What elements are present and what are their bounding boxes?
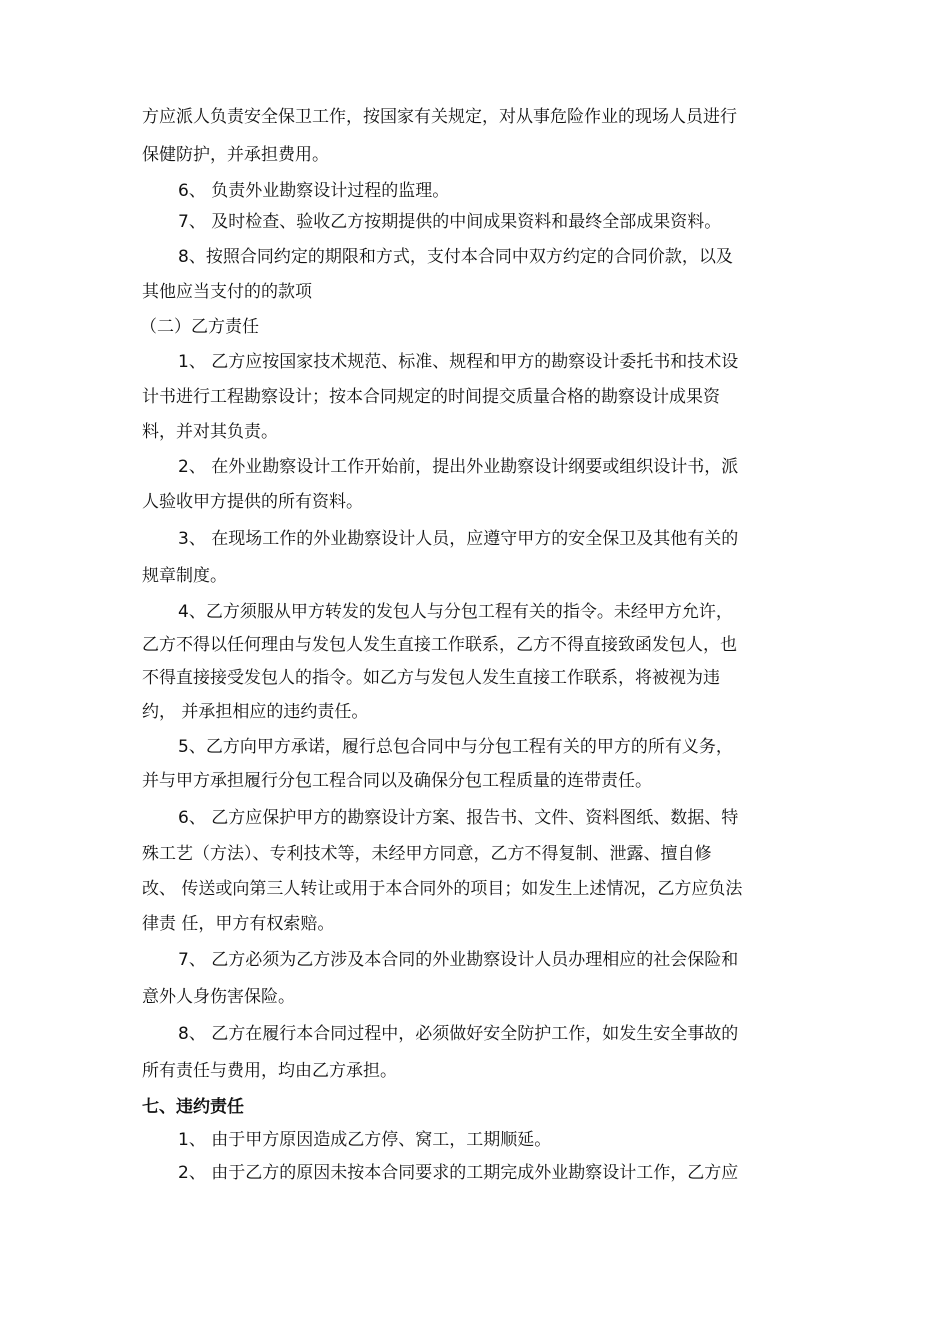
list-item: 4、乙方须服从甲方转发的发包人与分包工程有关的指令。未经甲方允许， <box>178 602 733 622</box>
text-line: 约， 并承担相应的违约责任。 <box>142 702 369 722</box>
text-line: 律责 任，甲方有权索赔。 <box>142 914 335 934</box>
text-line: 不得直接接受发包人的指令。如乙方与发包人发生直接工作联系，将被视为违 <box>142 668 720 688</box>
list-item: 6、 乙方应保护甲方的勘察设计方案、报告书、文件、资料图纸、数据、特 <box>178 808 739 828</box>
text-line: 方应派人负责安全保卫工作，按国家有关规定，对从事危险作业的现场人员进行 <box>142 107 737 127</box>
text-line: 料，并对其负责。 <box>142 422 278 442</box>
text-line: 改、 传送或向第三人转让或用于本合同外的项目；如发生上述情况，乙方应负法 <box>142 879 743 899</box>
list-item: 7、 乙方必须为乙方涉及本合同的外业勘察设计人员办理相应的社会保险和 <box>178 950 739 970</box>
text-line: 人验收甲方提供的所有资料。 <box>142 492 363 512</box>
section-heading: （二）乙方责任 <box>140 317 259 337</box>
text-line: 其他应当支付的的款项 <box>142 282 312 302</box>
section-heading: 七、违约责任 <box>142 1097 244 1117</box>
text-line: 所有责任与费用，均由乙方承担。 <box>142 1061 397 1081</box>
text-line: 意外人身伤害保险。 <box>142 987 295 1007</box>
list-item: 7、 及时检查、验收乙方按期提供的中间成果资料和最终全部成果资料。 <box>178 212 722 232</box>
text-line: 殊工艺（方法）、专利技术等，未经甲方同意，乙方不得复制、泄露、擅自修 <box>142 844 712 864</box>
text-line: 保健防护，并承担费用。 <box>142 145 329 165</box>
list-item: 8、 乙方在履行本合同过程中，必须做好安全防护工作，如发生安全事故的 <box>178 1024 739 1044</box>
text-line: 计书进行工程勘察设计；按本合同规定的时间提交质量合格的勘察设计成果资 <box>142 387 720 407</box>
list-item: 8、按照合同约定的期限和方式，支付本合同中双方约定的合同价款，以及 <box>178 247 733 267</box>
list-item: 1、 乙方应按国家技术规范、标准、规程和甲方的勘察设计委托书和技术设 <box>178 352 739 372</box>
text-line: 并与甲方承担履行分包工程合同以及确保分包工程质量的连带责任。 <box>142 771 652 791</box>
list-item: 1、 由于甲方原因造成乙方停、窝工，工期顺延。 <box>178 1130 552 1150</box>
list-item: 2、 在外业勘察设计工作开始前，提出外业勘察设计纲要或组织设计书，派 <box>178 457 739 477</box>
list-item: 6、 负责外业勘察设计过程的监理。 <box>178 181 450 201</box>
text-line: 规章制度。 <box>142 566 227 586</box>
list-item: 5、乙方向甲方承诺，履行总包合同中与分包工程有关的甲方的所有义务， <box>178 737 733 757</box>
list-item: 2、 由于乙方的原因未按本合同要求的工期完成外业勘察设计工作，乙方应 <box>178 1163 739 1183</box>
list-item: 3、 在现场工作的外业勘察设计人员，应遵守甲方的安全保卫及其他有关的 <box>178 529 739 549</box>
text-line: 乙方不得以任何理由与发包人发生直接工作联系，乙方不得直接致函发包人，也 <box>142 635 737 655</box>
